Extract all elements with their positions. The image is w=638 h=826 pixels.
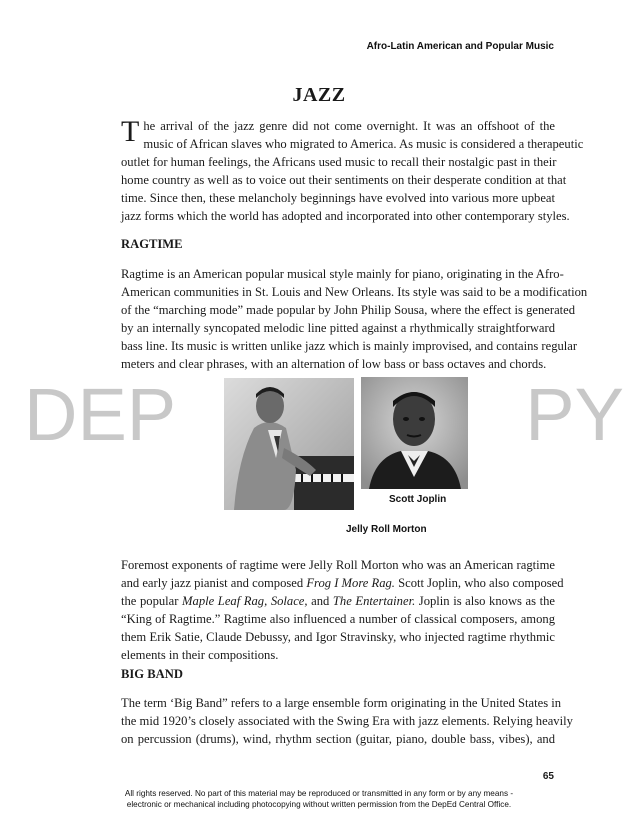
ragtime-line: by an internally syncopated melodic line pitted against a rhythmically straightforward [121, 321, 555, 335]
morton-photo [224, 378, 354, 510]
bigband-heading: BIG BAND [121, 667, 183, 681]
intro-line: time. Since then, these melancholy beginnings have evolved into various more upbeat [121, 191, 555, 205]
ragtime-line: bass line. Its music is written unlike jazz which is mainly improvised, and contains regular [121, 339, 578, 353]
bigband-line: on percussion (drums), wind, rhythm section (guitar, piano, double bass, vibes), and [121, 732, 555, 746]
ragtime-heading: RAGTIME [121, 237, 183, 251]
watermark-right: PY [525, 373, 624, 456]
intro-line: outlet for human feelings, the Africans used music to recall their nostalgic past in their [121, 155, 557, 169]
joplin-photo [361, 377, 468, 489]
maple-title: Maple Leaf Rag, Solace, [182, 594, 308, 608]
ragtime-line: Ragtime is an American popular musical style mainly for piano, originating in the Afro- [121, 267, 564, 281]
intro-line: jazz forms which the world has adopted and incorporated into other contemporary styles. [121, 209, 570, 223]
exponents-line: elements in their compositions. [121, 648, 279, 662]
morton-portrait-image [224, 378, 354, 510]
drop-cap: T [121, 115, 140, 148]
exponents-line: and early jazz pianist and composed Frog I More Rag. Scott Joplin, who also composed [121, 576, 564, 590]
ragtime-line: meters and clear phrases, with an alternation of low bass or bass octaves and chords. [121, 357, 547, 371]
ragtime-line: American communities in St. Louis and New Orleans. Its style was said to be a modification [121, 285, 588, 299]
page-number: 65 [542, 771, 554, 782]
joplin-caption: Scott Joplin [389, 494, 447, 505]
intro-line: music of African slaves who migrated to America. As music is considered a therapeutic [143, 137, 584, 151]
exponents-line: the popular Maple Leaf Rag, Solace, and The Entertainer. Joplin is also knows as the [121, 594, 555, 608]
watermark-left: DEP [24, 373, 177, 456]
exponents-paragraph [121, 556, 564, 664]
ragtime-line: of the “marching mode” made popular by John Philip Sousa, where the effect is generated [121, 303, 576, 317]
exponents-line: them Erik Satie, Claude Debussy, and Igor Stravinsky, who injected ragtime rhythmic [121, 630, 555, 644]
bigband-line: the mid 1920’s closely associated with the Swing Era with jazz elements. Relying heavily [121, 714, 573, 728]
copyright-footer [0, 788, 638, 810]
page-title: JAZZ [292, 84, 346, 106]
exponents-line: “King of Ragtime.” Ragtime also influenced a number of classical composers, among [121, 612, 555, 626]
intro-paragraph [121, 115, 584, 225]
exponents-line: Foremost exponents of ragtime were Jelly Roll Morton who was an American ragtime [121, 558, 555, 572]
frog-title: Frog I More Rag. [306, 576, 395, 590]
running-header: Afro-Latin American and Popular Music [366, 41, 554, 52]
bigband-paragraph [121, 694, 573, 748]
entertainer-title: The Entertainer. [332, 594, 416, 608]
intro-line: he arrival of the jazz genre did not come overnight. It was an offshoot of the [143, 119, 555, 133]
joplin-portrait-image [361, 377, 468, 489]
footer-line: All rights reserved. No part of this material may be reproduced or transmitted in any form or by any means - [124, 789, 514, 798]
bigband-line: The term ‘Big Band” refers to a large ensemble form originating in the United States in [121, 696, 562, 710]
intro-line: home country as well as to voice out their sentiments on their desperate condition at that [121, 173, 567, 187]
morton-caption: Jelly Roll Morton [346, 524, 427, 535]
ragtime-paragraph [121, 265, 588, 373]
footer-line: electronic or mechanical including photocopying without written permission from the DepEd Central Office. [126, 800, 512, 809]
